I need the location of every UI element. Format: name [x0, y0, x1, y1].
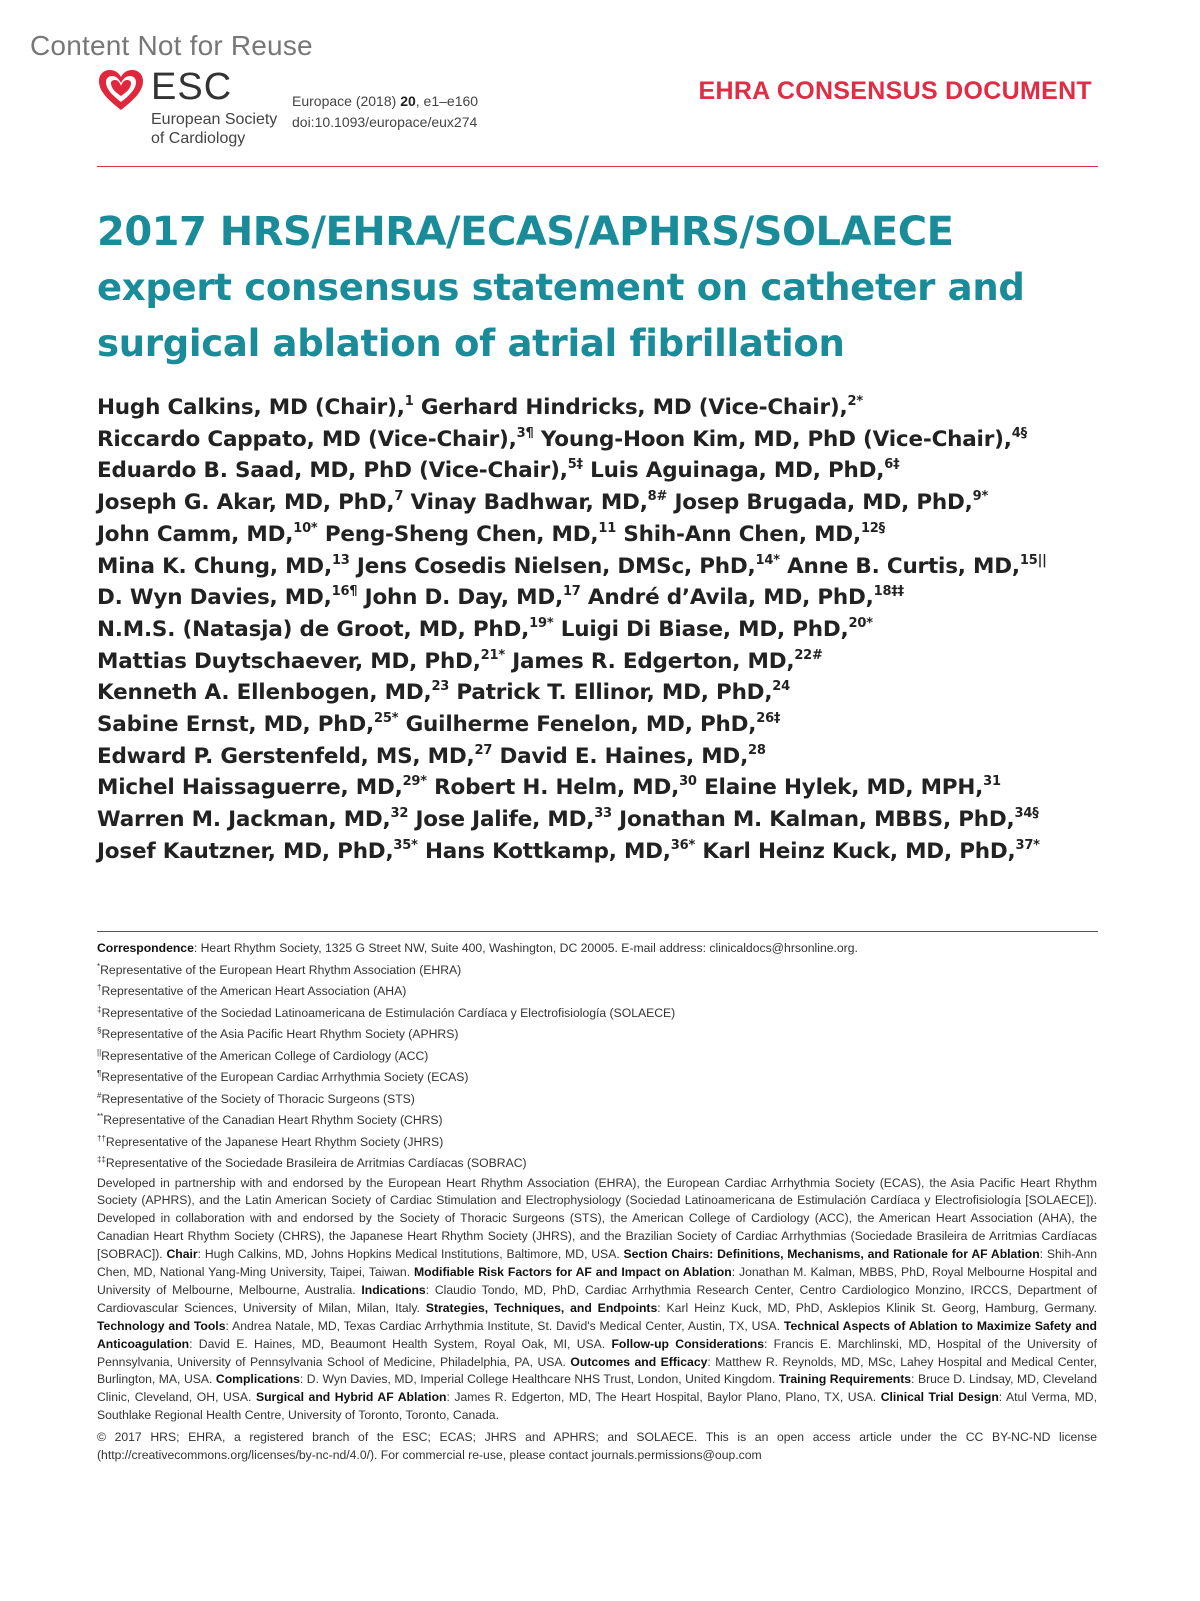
footnote-symbol: * [97, 961, 101, 971]
author-affiliation-marker: 26‡ [756, 711, 781, 727]
author-affiliation-marker: 11 [598, 520, 617, 536]
paragraph-text: : Francis E. Marchlinski, MD, Hospital of the University of Pennsylvania, University of Pennsylvania School of Medicine, Philadelphia, PA, USA. [97, 1336, 1097, 1369]
section-heading-text: Modifiable Risk Factors for AF and Impact on Ablation [414, 1265, 732, 1280]
affiliation-note [97, 1089, 1097, 1111]
section-heading-text: Clinical Trial Design [880, 1390, 999, 1405]
author-line [97, 424, 1117, 456]
correspondence-text: : Heart Rhythm Society, 1325 G Street NW, Suite 400, Washington, DC 20005. E-mail address: clinicaldocs@hrsonline.org. [193, 941, 858, 955]
author-name: Luigi Di Biase, MD, PhD, [553, 616, 849, 642]
section-heading-text: Training Requirements [778, 1372, 912, 1387]
author-line [97, 677, 1117, 709]
author-affiliation-marker: 12§ [860, 520, 885, 536]
author-name: Mina K. Chung, MD, [97, 553, 332, 579]
section-heading-text: Follow-up Considerations [611, 1336, 764, 1351]
paragraph-text: : Andrea Natale, MD, Texas Cardiac Arrhythmia Institute, St. David's Medical Center, Austin, TX, USA. [225, 1318, 784, 1333]
development-paragraph [97, 1175, 1097, 1426]
section-heading-text: Complications [215, 1372, 300, 1387]
paragraph-text: : Jonathan M. Kalman, MBBS, PhD, Royal Melbourne Hospital and University of Melbourne, Melbourne, Australia. [97, 1265, 1097, 1297]
correspondence-label: Correspondence [97, 941, 194, 955]
title-line-2: expert consensus statement on catheter and [97, 266, 1025, 309]
journal-pages: , e1–e160 [415, 93, 479, 109]
author-affiliation-marker: 22# [794, 647, 823, 663]
author-affiliation-marker: 8# [647, 489, 668, 505]
section-heading-text: Indications [361, 1282, 426, 1297]
section-heading-text: Outcomes and Efficacy [570, 1354, 708, 1369]
author-line [97, 614, 1117, 646]
author-name: John Camm, MD, [97, 521, 294, 547]
author-name: Anne B. Curtis, MD, [779, 553, 1020, 579]
author-affiliation-marker: 24 [772, 679, 790, 695]
title-line-1: 2017 HRS/EHRA/ECAS/APHRS/SOLAECE [97, 209, 954, 255]
author-name: Jens Cosedis Nielsen, DMSc, PhD, [349, 553, 756, 579]
paragraph-text: : David E. Haines, MD, Beaumont Health System, Royal Oak, MI, USA. [189, 1336, 612, 1351]
author-name: N.M.S. (Natasja) de Groot, MD, PhD, [97, 616, 530, 642]
author-affiliation-marker: 3¶ [516, 425, 534, 441]
author-name: D. Wyn Davies, MD, [97, 585, 332, 611]
author-affiliation-marker: 30 [679, 774, 697, 790]
author-affiliation-marker: 31 [983, 774, 1001, 790]
footnote-text: Representative of the Sociedad Latinoamericana de Estimulación Cardíaca y Electrofisiología (SOLAECE) [101, 1005, 676, 1020]
author-name: Edward P. Gerstenfeld, MS, MD, [97, 743, 475, 769]
author-affiliation-marker: 13 [331, 552, 350, 568]
correspondence-note [97, 938, 1097, 960]
title-line-3: surgical ablation of atrial fibrillation [97, 322, 845, 365]
author-affiliation-marker: 15|| [1019, 552, 1047, 568]
footnote-divider [97, 931, 1098, 932]
footnote-symbol: ‡ [97, 1004, 102, 1014]
footnote-symbol: || [97, 1047, 102, 1057]
journal-volume: 20 [400, 93, 416, 109]
author-name: Young-Hoon Kim, MD, PhD (Vice-Chair), [533, 426, 1012, 452]
license-statement: © 2017 HRS; EHRA, a registered branch of the ESC; ECAS; JHRS and APHRS; and SOLAECE. This is an open access article under the CC BY-NC-ND license (http://creativecommons.org/licenses/by-nc-nd/4.0/). For commercial re-use, please contact journals.permissions@oup.com [97, 1430, 1097, 1463]
journal-name: Europace (2018) [292, 93, 397, 109]
author-affiliation-marker: 34§ [1014, 806, 1039, 822]
author-affiliation-marker: 35* [393, 837, 418, 853]
author-line [97, 804, 1117, 836]
author-line [97, 551, 1117, 583]
author-name: Eduardo B. Saad, MD, PhD (Vice-Chair), [97, 458, 568, 484]
footnote-text: Representative of the American College of Cardiology (ACC) [101, 1048, 429, 1063]
author-affiliation-marker: 19* [529, 615, 554, 631]
watermark-text: Content Not for Reuse [30, 30, 313, 61]
author-name: Jose Jalife, MD, [408, 807, 595, 833]
author-affiliation-marker: 37* [1015, 837, 1040, 853]
author-name: Josef Kautzner, MD, PhD, [97, 838, 394, 864]
author-name: Elaine Hylek, MD, MPH, [696, 775, 984, 801]
author-affiliation-marker: 29* [402, 774, 427, 790]
document-type-label: EHRA CONSENSUS DOCUMENT [698, 77, 1092, 105]
author-list [97, 392, 1117, 868]
affiliation-note [97, 1153, 1097, 1175]
author-affiliation-marker: 6‡ [884, 457, 900, 473]
author-name: Shih-Ann Chen, MD, [616, 521, 861, 547]
paragraph-text: : Hugh Calkins, MD, Johns Hopkins Medical Institutions, Baltimore, MD, USA. [197, 1247, 624, 1262]
article-title [97, 204, 1097, 372]
author-name: Guilherme Fenelon, MD, PhD, [398, 712, 757, 738]
author-name: James R. Edgerton, MD, [504, 648, 795, 674]
affiliation-note [97, 981, 1097, 1003]
author-affiliation-marker: 33 [594, 806, 612, 822]
author-line [97, 392, 1117, 424]
author-affiliation-marker: 25* [374, 711, 399, 727]
author-name: Warren M. Jackman, MD, [97, 807, 391, 833]
footnote-text: Representative of the Asia Pacific Heart Rhythm Society (APHRS) [101, 1027, 459, 1041]
author-affiliation-marker: 32 [390, 806, 409, 822]
footnote-symbol: †† [97, 1133, 106, 1143]
author-affiliation-marker: 14* [755, 552, 780, 568]
author-affiliation-marker: 5‡ [567, 457, 583, 473]
footnotes-section [97, 938, 1097, 1464]
author-name: Karl Heinz Kuck, MD, PhD, [695, 838, 1016, 864]
footnote-symbol: ¶ [97, 1069, 102, 1078]
footnote-text: Representative of the Society of Thoracic Surgeons (STS) [101, 1091, 415, 1106]
paragraph-text: : Karl Heinz Kuck, MD, PhD, Asklepios Klinik St. Georg, Hamburg, Germany. [657, 1300, 1098, 1315]
author-name: Gerhard Hindricks, MD (Vice-Chair), [413, 395, 848, 420]
author-affiliation-marker: 10* [293, 520, 318, 536]
footnote-text: Representative of the Canadian Heart Rhythm Society (CHRS) [103, 1113, 443, 1127]
society-name: European Society of Cardiology [151, 111, 278, 147]
author-line [97, 772, 1117, 804]
author-affiliation-marker: 16¶ [331, 584, 358, 600]
footnote-text: Representative of the Sociedade Brasileira de Arritmias Cardíacas (SOBRAC) [105, 1156, 527, 1170]
author-affiliation-marker: 28 [748, 742, 766, 758]
author-name: Josep Brugada, MD, PhD, [667, 490, 973, 516]
author-affiliation-marker: 2* [847, 394, 863, 409]
affiliation-note [97, 1024, 1097, 1046]
author-name: David E. Haines, MD, [492, 743, 749, 769]
section-heading-text: Chair [166, 1247, 198, 1262]
author-name: Vinay Badhwar, MD, [403, 490, 648, 516]
author-affiliation-marker: 7 [394, 489, 404, 505]
footnote-symbol: † [97, 983, 102, 992]
citation-block [292, 91, 478, 133]
footnote-text: Representative of the Japanese Heart Rhythm Society (JHRS) [105, 1134, 444, 1149]
footnote-text: Representative of the European Heart Rhythm Association (EHRA) [100, 962, 462, 977]
author-affiliation-marker: 21* [480, 647, 505, 663]
author-affiliation-marker: 1 [404, 394, 414, 409]
author-line [97, 582, 1117, 614]
affiliation-note [97, 1110, 1097, 1132]
esc-logo [97, 64, 287, 154]
affiliation-note [97, 1067, 1097, 1089]
affiliation-notes [97, 960, 1097, 1175]
paragraph-text: Developed in partnership with and endorsed by the European Heart Rhythm Association (EHRA), the European Cardiac Arrhythmia Society (ECAS), the Asia Pacific Heart Rhythm Society (APHRS), and the Latin American Society of Cardiac Stimulation and Electrophysiology (Sociedad Latinoamericana de Estimulación Cardíaca y Electrofisiología [SOLAECE]). Developed in collaboration with and endorsed by the Society of Thoracic Surgeons (STS), the American College of Cardiology (ACC), the American Heart Association (AHA), the Canadian Heart Rhythm Society (CHRS), the Japanese Heart Rhythm Society (JHRS), and the Brazilian Society of Cardiac Arrhythmias (Sociedade Brasileira de Arritmias Cardíacas [SOBRAC]). [97, 1175, 1097, 1262]
author-name: Riccardo Cappato, MD (Vice-Chair), [97, 426, 517, 452]
author-affiliation-marker: 23 [431, 679, 450, 695]
footnote-symbol: ‡‡ [97, 1155, 106, 1164]
author-affiliation-marker: 4§ [1011, 425, 1027, 441]
author-name: Michel Haissaguerre, MD, [97, 775, 403, 801]
author-affiliation-marker: 27 [474, 742, 493, 758]
author-line [97, 836, 1117, 868]
affiliation-note [97, 1046, 1097, 1068]
paragraph-text: : Atul Verma, MD, Southlake Regional Health Centre, University of Toronto, Toronto, Canada. [97, 1390, 1097, 1423]
author-name: John D. Day, MD, [357, 585, 563, 611]
paragraph-text: : Bruce D. Lindsay, MD, Cleveland Clinic, Cleveland, OH, USA. [97, 1372, 1098, 1405]
author-name: Sabine Ernst, MD, PhD, [97, 712, 375, 738]
section-heading-text: Section Chairs: Definitions, Mechanisms, and Rationale for AF Ablation [623, 1247, 1040, 1262]
author-name: Hugh Calkins, MD (Chair), [97, 395, 405, 420]
author-name: Robert H. Helm, MD, [426, 775, 680, 801]
author-name: Luis Aguinaga, MD, PhD, [582, 458, 885, 484]
header-divider [97, 166, 1098, 167]
footnote-text: Representative of the European Cardiac Arrhythmia Society (ECAS) [101, 1070, 469, 1084]
section-heading-text: Surgical and Hybrid AF Ablation [255, 1390, 447, 1405]
author-line [97, 487, 1117, 519]
doi-text: doi:10.1093/europace/eux274 [292, 114, 478, 130]
affiliation-note [97, 1132, 1097, 1154]
author-affiliation-marker: 17 [562, 584, 581, 600]
section-heading-text: Technical Aspects of Ablation to Maximize Safety and Anticoagulation [97, 1318, 1097, 1351]
author-affiliation-marker: 18‡‡ [873, 584, 904, 600]
section-heading-text: Strategies, Techniques, and Endpoints [425, 1300, 658, 1315]
author-line [97, 455, 1117, 487]
footnote-text: Representative of the American Heart Association (AHA) [101, 984, 407, 998]
author-line [97, 741, 1117, 773]
paragraph-text: : Matthew R. Reynolds, MD, MSc, Lahey Hospital and Medical Center, Burlington, MA, USA. [97, 1354, 1098, 1387]
author-affiliation-marker: 9* [972, 489, 989, 505]
author-affiliation-marker: 36* [670, 837, 696, 853]
author-name: Kenneth A. Ellenbogen, MD, [97, 680, 432, 706]
affiliation-note [97, 1003, 1097, 1025]
journal-reference [292, 91, 478, 112]
footnote-symbol: # [97, 1090, 102, 1100]
author-line [97, 646, 1117, 678]
paragraph-text: : Claudio Tondo, MD, PhD, Cardiac Arrhythmia Research Center, Centro Cardiologico Monzino, IRCCS, Department of Cardiovascular Sciences, University of Milan, Milan, Italy. [97, 1282, 1098, 1315]
footnote-symbol: § [97, 1026, 102, 1035]
author-name: Joseph G. Akar, MD, PhD, [97, 490, 395, 516]
author-name: Mattias Duytschaever, MD, PhD, [97, 648, 481, 674]
author-line [97, 709, 1117, 741]
affiliation-note [97, 960, 1097, 982]
heart-logo-icon [97, 68, 145, 112]
paragraph-text: : D. Wyn Davies, MD, Imperial College Healthcare NHS Trust, London, United Kingdom. [299, 1372, 779, 1387]
author-name: André d’Avila, MD, PhD, [580, 585, 874, 611]
author-name: Peng-Sheng Chen, MD, [317, 521, 599, 547]
paragraph-text: : James R. Edgerton, MD, The Heart Hospital, Baylor Plano, Plano, TX, USA. [446, 1390, 881, 1405]
paragraph-text: : Shih-Ann Chen, MD, National Yang-Ming University, Taipei, Taiwan. [97, 1247, 1097, 1280]
author-name: Hans Kottkamp, MD, [417, 838, 671, 864]
author-name: Patrick T. Ellinor, MD, PhD, [449, 680, 773, 706]
esc-wordmark: ESC [151, 66, 233, 108]
author-affiliation-marker: 20* [848, 615, 873, 631]
author-line [97, 519, 1117, 551]
author-name: Jonathan M. Kalman, MBBS, PhD, [611, 807, 1015, 833]
section-heading-text: Technology and Tools [97, 1318, 226, 1333]
footnote-symbol: ** [97, 1112, 104, 1121]
